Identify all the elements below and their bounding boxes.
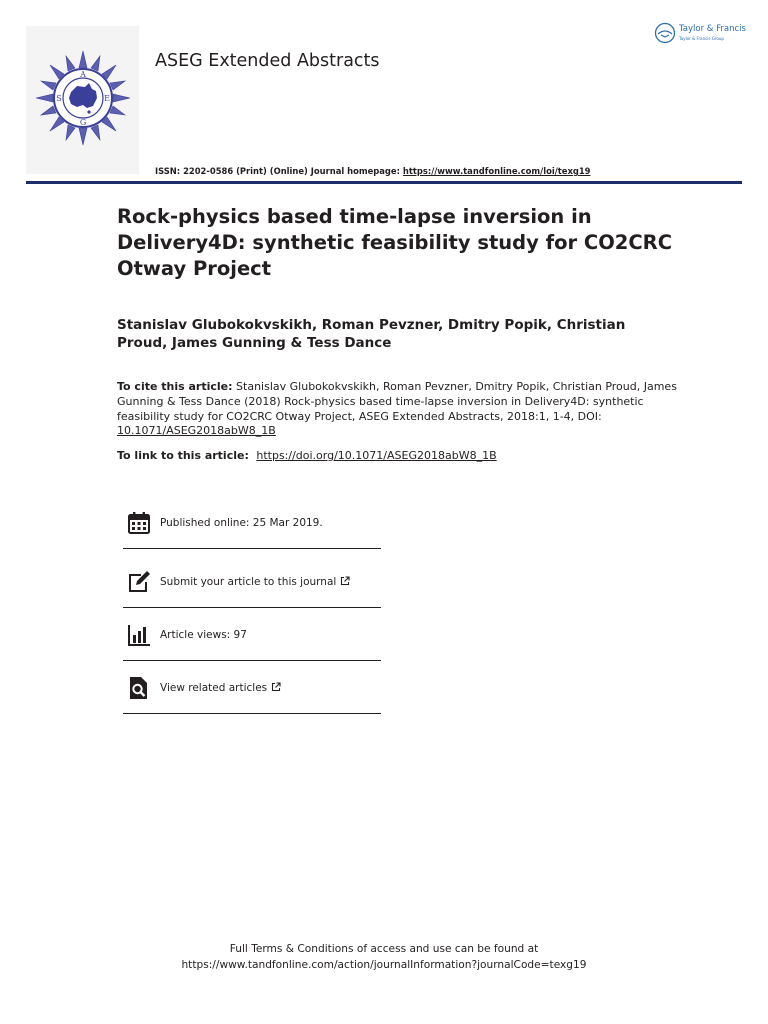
search-document-icon (127, 676, 151, 700)
submit-article-text[interactable]: Submit your article to this journal (160, 576, 337, 588)
divider (123, 660, 381, 661)
seal-letter: A (80, 70, 86, 79)
article-doi-url[interactable]: https://doi.org/10.1071/ASEG2018abW8_1B (256, 449, 497, 462)
issn-line (155, 166, 591, 176)
journal-logo (26, 26, 139, 174)
citation-label: To cite this article: (117, 380, 233, 393)
article-views-row (123, 609, 381, 661)
edit-icon (127, 570, 151, 594)
seal-letter: G (79, 118, 87, 127)
submit-article-row[interactable] (123, 556, 381, 608)
citation-text: Stanislav Glubokokvskikh, Roman Pevzner, Dmitry Popik, Christian Proud, James Gunning & Tess Dance (2018) Rock-physics based time-lapse inversion in Delivery4D: synthetic feasibility study for CO2CRC Otway Project, ASEG Extended Abstracts, 2018:1, 1-4, DOI: (117, 380, 677, 423)
external-link-icon (340, 576, 350, 586)
seal-letter: S (56, 94, 62, 103)
publisher-group: Taylor & Francis Group (679, 36, 724, 41)
divider (123, 607, 381, 608)
article-authors: Stanislav Glubokokvskikh, Roman Pevzner, Dmitry Popik, Christian Proud, James Gunning & Tess Dance (117, 317, 626, 351)
publisher-name: Taylor & Francis (679, 24, 746, 34)
related-articles-text[interactable]: View related articles (160, 682, 268, 694)
article-views-text: Article views: 97 (160, 629, 247, 641)
divider (123, 713, 381, 714)
submit-article-link[interactable] (160, 576, 350, 588)
footer-line: Full Terms & Conditions of access and use can be found at (229, 943, 539, 955)
footer-terms (0, 942, 768, 973)
article-title: Rock-physics based time-lapse inversion in Delivery4D: synthetic feasibility study for CO2CRC Otway Project (117, 205, 673, 280)
calendar-icon (127, 511, 151, 535)
bar-chart-icon (127, 623, 151, 647)
aseg-seal-icon (26, 26, 139, 174)
taylor-francis-icon (654, 22, 676, 44)
doi-link[interactable]: 10.1071/ASEG2018abW8_1B (117, 424, 276, 438)
published-online-row (123, 497, 381, 549)
citation-block (117, 380, 677, 439)
journal-title: ASEG Extended Abstracts (155, 51, 380, 71)
external-link-icon (271, 682, 281, 692)
related-articles-link[interactable] (160, 682, 281, 694)
related-articles-row[interactable] (123, 662, 381, 714)
link-label: To link to this article: (117, 449, 249, 462)
article-link-block (117, 449, 677, 462)
divider (123, 548, 381, 549)
publisher-logo[interactable] (654, 22, 676, 48)
issn-text: ISSN: 2202-0586 (Print) (Online) Journal homepage: (155, 166, 400, 176)
published-online-text: Published online: 25 Mar 2019. (160, 517, 323, 529)
footer-url[interactable]: https://www.tandfonline.com/action/journalInformation?journalCode=texg19 (181, 958, 587, 971)
journal-homepage-link[interactable]: https://www.tandfonline.com/loi/texg19 (402, 166, 591, 176)
seal-letter: E (104, 94, 110, 103)
header-rule (26, 181, 742, 184)
